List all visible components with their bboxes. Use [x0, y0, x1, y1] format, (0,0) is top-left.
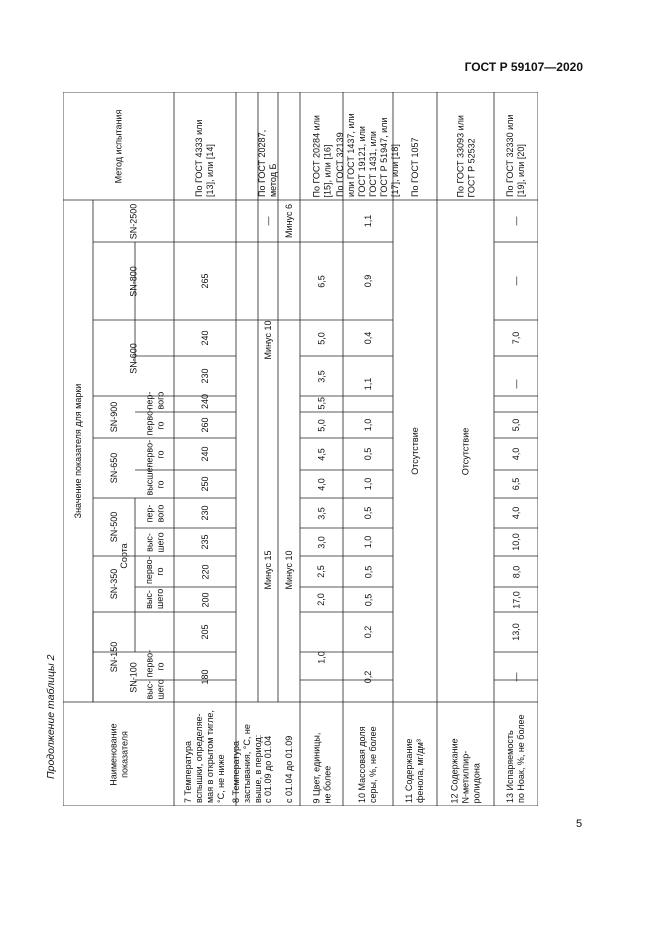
row7-sn800: 240	[199, 330, 210, 346]
row10-sn800: 0,9	[362, 274, 373, 288]
row7-sn150f: 200	[199, 591, 210, 608]
row10-sn500h: 0,5	[362, 506, 373, 520]
row10-sn500f: 1,0	[362, 477, 373, 491]
row10-sn650f: 1,0	[362, 418, 373, 432]
row10-sn2500: 1,1	[362, 214, 373, 228]
row10-sn350f: 1,0	[362, 535, 373, 549]
row13-sn800: —	[510, 276, 521, 286]
sort-high-900: перво- го	[143, 407, 165, 435]
row8-name: 8 Температура застывания, °С, не выше, в период:	[230, 724, 263, 803]
row9-sn150: 1,0	[316, 650, 326, 664]
row8-a-sn2500: —	[262, 216, 273, 226]
grade-sn500: SN-500	[108, 511, 119, 543]
row13-sn100: —	[510, 672, 521, 682]
sort-high-350: выс- шего	[143, 588, 165, 609]
row11-name: 11 Содержание фенола, мг/дм³	[404, 738, 425, 803]
grade-sn600: SN-600	[128, 342, 138, 374]
row10-sn150f: 0,5	[362, 593, 373, 606]
row13-sn350f: 10,0	[510, 533, 521, 551]
row13-sn150f: 17,0	[510, 590, 521, 609]
row9-sn900h: 5,0	[316, 418, 326, 432]
row11-val: Отсутствие	[409, 427, 420, 475]
row9-sn800: 5,0	[316, 331, 326, 345]
row8-method: По ГОСТ 20287, метод Б	[257, 129, 278, 197]
row7-sn350: 220	[199, 563, 210, 580]
row7-sn500f: 230	[199, 505, 210, 521]
row9-sn2500: 6,5	[316, 274, 326, 288]
header-method: Метод испытания	[113, 109, 123, 183]
row7-sn650f: 240	[199, 446, 210, 462]
row7-method: По ГОСТ 4333 или [13], или [14]	[194, 119, 215, 197]
row13-sn600: 7,0	[510, 331, 521, 345]
row9-method: По ГОСТ 20284 или [15], или [16]	[310, 114, 332, 197]
spec-table	[63, 92, 538, 806]
row8-b-sn2500: Минус 6	[283, 204, 294, 238]
sort-first-500: пер- вого	[143, 504, 165, 522]
sort-first-900: пер- вого	[143, 391, 165, 409]
row9-sn650h: 4,0	[316, 477, 326, 491]
sort-high-500: выс- шего	[143, 531, 165, 553]
grade-sn650: SN-650	[108, 452, 119, 484]
row13-sn900: —	[510, 379, 521, 389]
row8-mid-val: Минус 10	[262, 320, 273, 360]
row13-sn500h: 4,0	[510, 506, 521, 520]
row13-sn650h: 4,0	[510, 447, 521, 461]
row13-method: По ГОСТ 32330 или [19], или [20]	[505, 114, 526, 197]
row12-name: 12 Содержание N-метилпир- ролидона	[449, 737, 481, 803]
row13-sn500f: 6,5	[510, 477, 521, 491]
row13-sn2500: —	[510, 216, 521, 226]
row7-sn2500: 265	[199, 273, 210, 289]
grade-sn800: SN-800	[128, 265, 138, 297]
grade-sn100: SN-100	[128, 661, 138, 693]
row7-sn650h: 250	[199, 476, 210, 492]
row10-sn150h: 0,2	[362, 625, 373, 639]
row8-b-val: Минус 10	[283, 550, 294, 590]
sort-high-150: выс- шего	[143, 678, 165, 699]
header-indicator: Наименование показателя	[107, 722, 129, 786]
sort-first-350: перво- го	[143, 556, 165, 584]
row7-sn150h: 205	[199, 624, 210, 640]
row11-method: По ГОСТ 1057	[409, 137, 420, 197]
row10-method: По ГОСТ 32139 или ГОСТ 1437, или ГОСТ 19121, или ГОСТ 1431, или ГОСТ Р 51947, или [17], или [18]	[335, 113, 400, 197]
row8-b: с 01.04 до 01.09	[283, 735, 294, 803]
row9-sn500f: 3,5	[316, 506, 326, 520]
row13-sn150h: 13,0	[510, 623, 521, 641]
row10-sn600: 0,4	[362, 331, 373, 345]
row8-a: с 01.09 до 01.04	[262, 735, 273, 803]
row7-sn500h: 235	[199, 534, 210, 550]
row7-sn900h: 260	[199, 417, 210, 433]
row9-name: 9 Цвет, единицы, не более	[310, 732, 332, 803]
page-number: 5	[576, 818, 583, 830]
row10-sn900: 1,1	[362, 377, 373, 391]
row9-sn350f: 2,5	[316, 565, 326, 578]
row10-sn350h: 0,5	[362, 565, 373, 578]
row9-sn600: 3,5	[316, 369, 326, 383]
row7-sn600: 230	[199, 368, 210, 384]
grade-sn900: SN-900	[108, 401, 119, 433]
row12-val: Отсутствие	[460, 427, 470, 475]
header-value: Значение показателя для марки	[72, 383, 83, 519]
row10-sn650h: 0,5	[362, 447, 373, 461]
row13-sn650f: 5,0	[510, 418, 521, 432]
row7-sn100: 180	[199, 669, 210, 685]
grade-sn2500: SN-2500	[128, 203, 138, 239]
grade-sn150: SN-150	[108, 641, 119, 673]
label-sorta: Сорта	[118, 543, 129, 569]
row9-sn350h: 2,0	[316, 593, 326, 606]
row13-sn350h: 8,0	[510, 565, 521, 578]
row7-sn900f: 240	[199, 393, 210, 409]
sort-first-150: перво- го	[143, 649, 165, 677]
row8-a-val: Минус 15	[262, 550, 273, 590]
row9-sn650f: 4,5	[316, 447, 326, 461]
row10-name: 10 Массовая доля серы, %, не более	[357, 726, 378, 803]
sort-first-650: перво- го	[143, 439, 165, 467]
row10-sn100: 0,2	[362, 670, 373, 684]
grade-sn350: SN-350	[108, 568, 119, 600]
row7-name: 7 Температура вспышки, определяе- мая в открытом тигле, °С, не ниже	[183, 710, 226, 803]
row13-name: 13 Испаряемость по Ноак, %, не более	[505, 714, 526, 803]
sort-high-650: высше- го	[143, 464, 165, 495]
doc-code: ГОСТ Р 59107—2020	[464, 60, 583, 74]
row9-sn500h: 3,0	[316, 535, 326, 549]
row9-sn900f: 5,5	[316, 396, 326, 409]
table-caption: Продолжение таблицы 2	[45, 654, 57, 779]
row12-method: По ГОСТ 33093 или ГОСТ Р 52532	[454, 114, 476, 197]
